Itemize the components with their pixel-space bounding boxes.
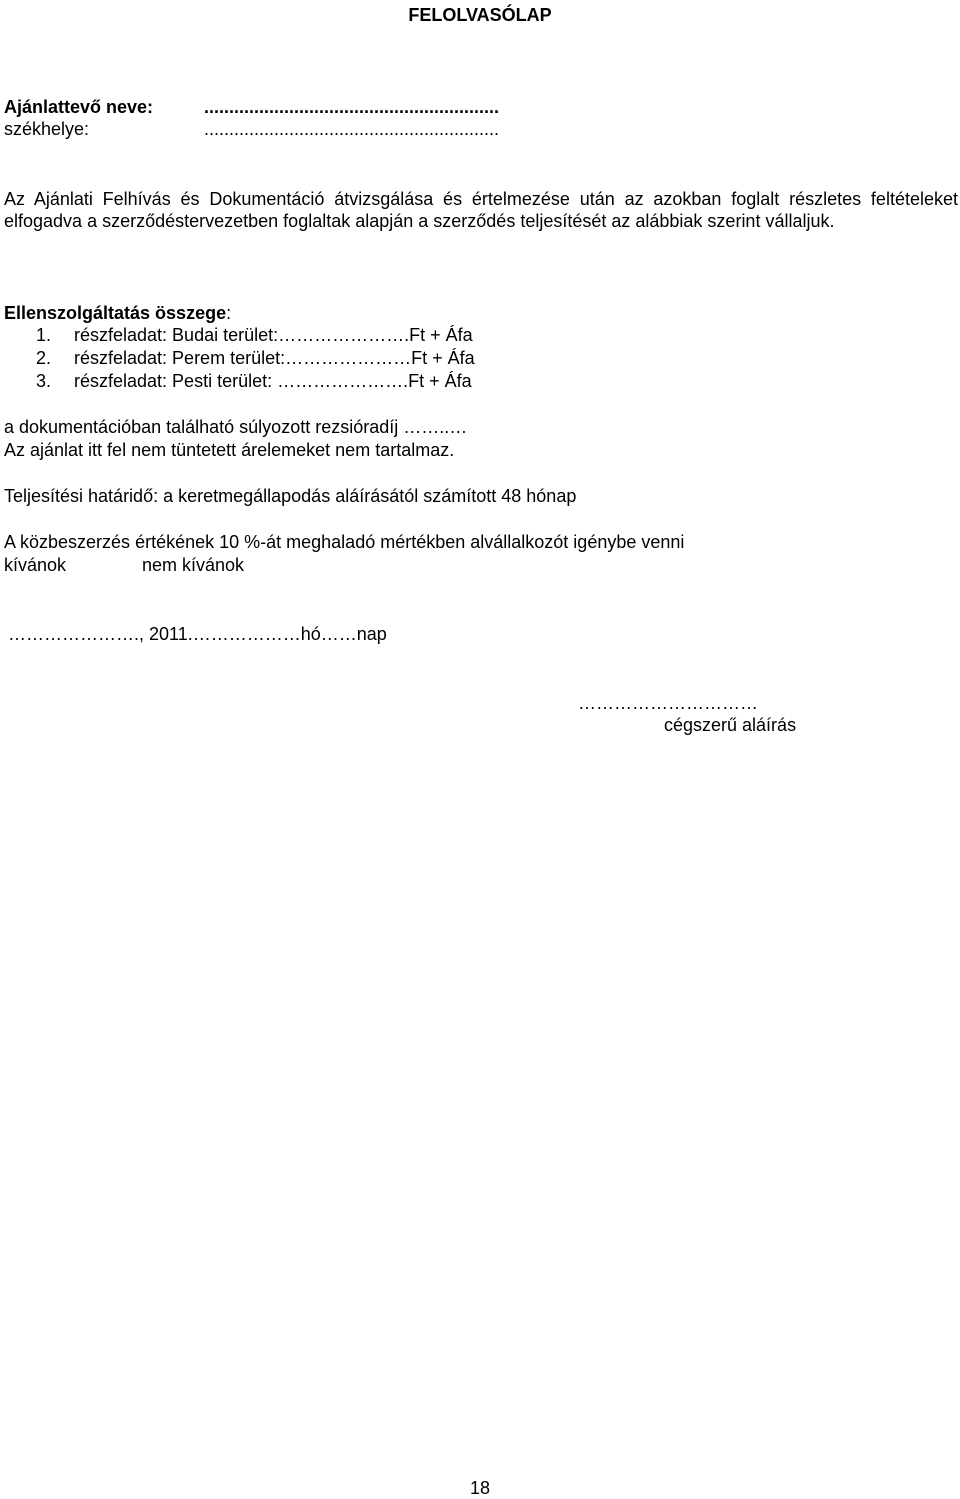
fee-heading-row (4, 302, 231, 324)
option-yes: kívánok (4, 555, 67, 575)
fee-heading-colon: : (226, 303, 232, 323)
fee-item-num: 2. (36, 348, 52, 368)
bidder-name-label: Ajánlattevő neve: (4, 97, 154, 117)
page-number: 18 (469, 1478, 491, 1498)
page-title: FELOLVASÓLAP (408, 5, 552, 25)
subcontract-text: A közbeszerzés értékének 10 %-át meghaladó mértékben alvállalkozót igénybe venni (4, 532, 685, 552)
intro-paragraph: Az Ajánlati Felhívás és Dokumentáció átvizsgálása és értelmezése után az azokban foglalt részletes feltételeket elfogadva a szerződéstervezetben foglaltak alapján a szerződés teljesítését az alábbiak szerint vállaljuk. (4, 189, 958, 231)
option-no: nem kívánok (142, 555, 245, 575)
price-note: Az ajánlat itt fel nem tüntetett árelemeket nem tartalmaz. (4, 440, 455, 460)
fee-item-text: részfeladat: Budai terület:………………….Ft + Áfa (74, 325, 473, 345)
bidder-name-value: ........................................................... (204, 97, 500, 117)
bidder-seat-value: ........................................................... (204, 119, 500, 139)
fee-item-text: részfeladat: Perem terület:…………………Ft + Áfa (74, 348, 475, 368)
fee-item-num: 3. (36, 371, 52, 391)
fee-item-num: 1. (36, 325, 52, 345)
fee-item-text: részfeladat: Pesti terület: ………………….Ft + Áfa (74, 371, 472, 391)
signature-label: cégszerű aláírás (664, 715, 797, 735)
bidder-seat-label: székhelye: (4, 119, 90, 139)
fee-heading: Ellenszolgáltatás összege (4, 303, 227, 323)
signature-line: ………………………… (578, 693, 758, 713)
overhead-rate-line: a dokumentációban található súlyozott rezsióradíj ……..… (4, 417, 468, 437)
deadline-line: Teljesítési határidő: a keretmegállapodás aláírásától számított 48 hónap (4, 486, 577, 506)
date-line: …………………., 2011.………………hó……nap (8, 624, 387, 644)
